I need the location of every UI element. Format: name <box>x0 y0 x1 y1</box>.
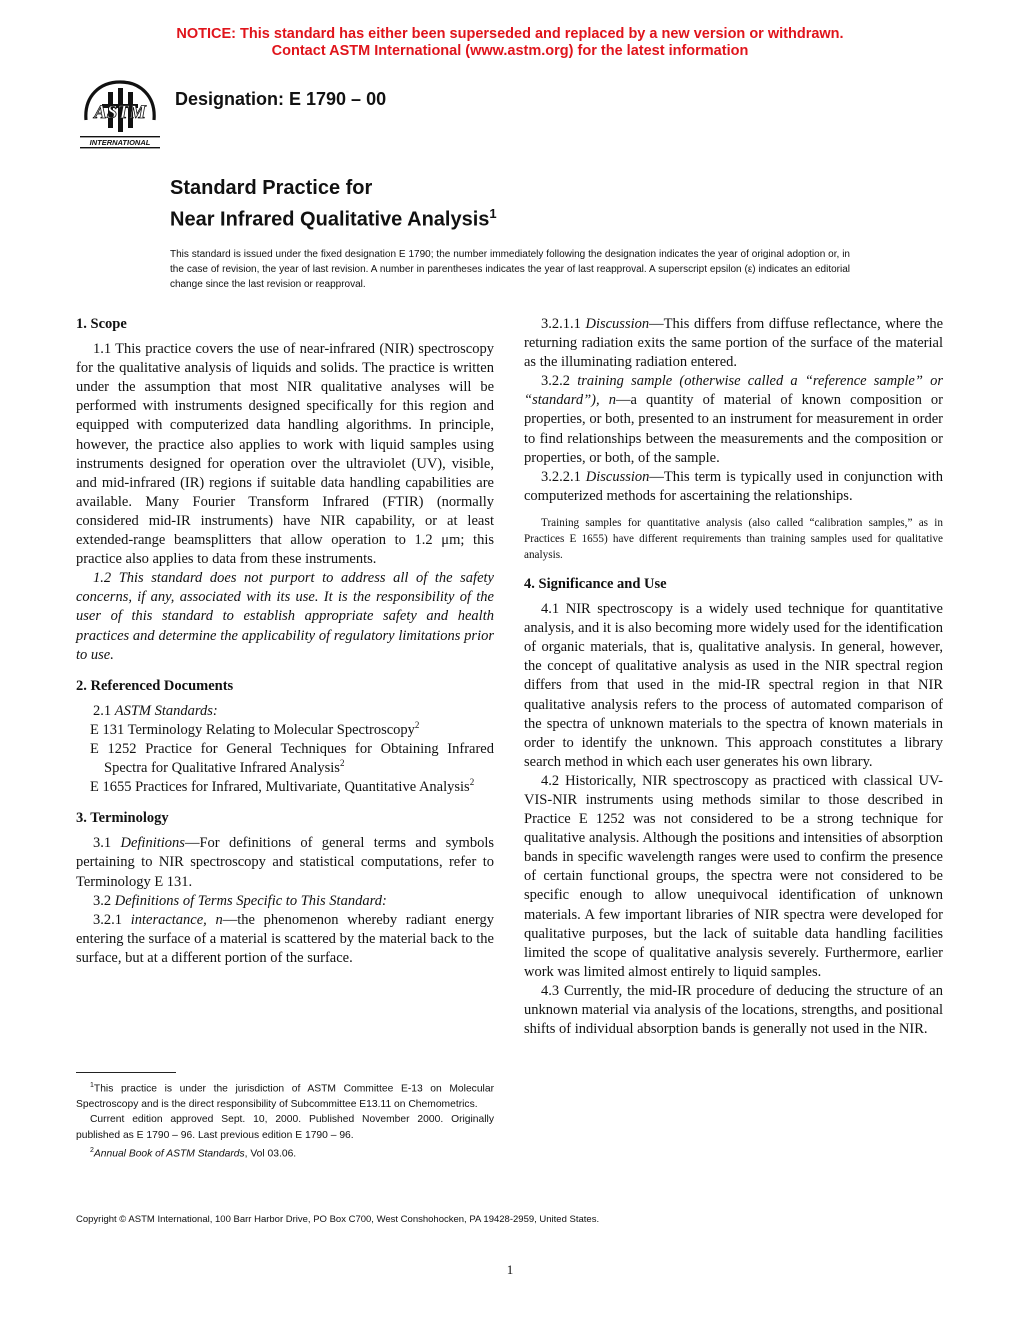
paragraph-3-2-2-1: 3.2.2.1 Discussion—This term is typically used in conjunction with computerized methods for ascertaining the relationships. <box>524 468 943 504</box>
notice-line-2: Contact ASTM International (www.astm.org) for the latest information <box>271 43 749 59</box>
notice-line-1: NOTICE: This standard has either been superseded and replaced by a new version or withdrawn. <box>176 26 844 42</box>
notice-banner <box>0 26 1020 60</box>
copyright-line: Copyright © ASTM International, 100 Barr Harbor Drive, PO Box C700, West Conshohocken, PA 19428-2959, United States. <box>76 1214 600 1225</box>
title-line-2: Near Infrared Qualitative Analysis$^1$ <box>170 206 497 231</box>
logo-mark-text: ASTM <box>94 102 146 123</box>
paragraph-2-1: 2.1 ASTM Standards: <box>93 702 218 719</box>
paragraph-4-1: 4.1 NIR spectroscopy is a widely used technique for quantitative analysis, and it is also becoming more widely used for the identification of organic materials, that is, qualitative analysis. In general, however, the concept of qualitative analysis as used in the NIR spectral region differs from that used in the mid-IR spectral region in that NIR qualitative analysis refers to the process of automated comparison of the spectra of unknown materials to the spectra of known materials in order to identify the unknown. This approach constitutes a library search method in which each user generates his own library. <box>524 601 943 770</box>
section-heading-scope: 1. Scope <box>76 316 127 332</box>
paragraph-1-2: 1.2 This standard does not purport to address all of the safety concerns, if any, associated with its use. It is the responsibility of the user of this standard to establish appropriate safety and health practices and determine the applicability of regulatory limitations prior to use. <box>76 570 494 663</box>
section-heading-significance: 4. Significance and Use <box>524 575 667 592</box>
footnotes <box>76 1078 494 1162</box>
title-line-1: Standard Practice for <box>170 177 373 199</box>
issuance-statement: This standard is issued under the fixed designation E 1790; the number immediately following the designation indicates the year of original adoption or, in the case of revision, the year of last revision. A number in parentheses indicates the year of last reapproval. A superscript epsilon (ε) indicates an editorial change since the last revision or reapproval. <box>170 249 850 290</box>
paragraph-3-2-2: 3.2.2 training sample (otherwise called a “reference sample” or “standard”), n—a quantity of material of known composition or properties, or both, presented to an instrument for measurement in order to find relationships between the measurements and the composition or properties, or both, of the sample. <box>524 373 944 466</box>
paragraph-1-1: 1.1 This practice covers the use of near-infrared (NIR) spectroscopy for the qualitative analysis of liquids and solids. The practice is written under the assumption that most NIR qualitative analyses will be performed with instruments designed specifically for this region and equipped with computerized data handling algorithms. In principle, however, the practice also applies to work with liquid samples using instruments designed for operation over the ultraviolet (UV), visible, and mid-infrared (IR) regions if suitable data handling capabilities are available. Many Fourier Transform Infrared (FTIR) (normally considered mid-IR instruments) have NIR capability, or at least extended-range beamsplitters that allow operation to 1.2 μm; this practice also applies to data from these instruments. <box>76 341 494 568</box>
paragraph-3-2-1-1: 3.2.1.1 Discussion—This differs from diffuse reflectance, where the returning radiation exits the same portion of the surface of the material as the illuminating radiation entered. <box>524 316 944 371</box>
reference-e1252: E 1252 Practice for General Techniques for Obtaining Infrared Spectra for Qualitative Infrared Analysis$^2$ <box>90 740 494 777</box>
footnote-2: $^2$Annual Book of ASTM Standards, Vol 03.06. <box>90 1147 297 1160</box>
footnote-1: $^1$This practice is under the jurisdiction of ASTM Committee E-13 on Molecular Spectroscopy and is the direct responsibility of Subcommittee E13.11 on Chemometrics. <box>76 1082 494 1110</box>
footnote-divider <box>76 1072 176 1073</box>
right-column <box>524 315 943 1039</box>
section-heading-terminology: 3. Terminology <box>76 810 169 827</box>
document-title <box>170 175 497 233</box>
left-column <box>76 315 494 968</box>
title-footnote-mark: 1 <box>489 206 497 221</box>
paragraph-3-2-1: 3.2.1 interactance, n—the phenomenon whereby radiant energy entering the surface of a material is scattered by the material back to the surface, but at a different portion of the surface. <box>76 911 495 966</box>
logo-subtitle: INTERNATIONAL <box>89 138 151 147</box>
astm-logo <box>78 74 162 150</box>
reference-e1655: E 1655 Practices for Infrared, Multivariate, Quantitative Analysis$^2$ <box>90 777 475 796</box>
footnote-1-continued: Current edition approved Sept. 10, 2000. Published November 2000. Originally published as E 1790 – 96. Last previous edition E 1790 – 96. <box>76 1114 494 1141</box>
paragraph-3-1: 3.1 Definitions—For definitions of general terms and symbols pertaining to NIR spectroscopy and statistical computations, refer to Terminology E 131. <box>76 835 494 890</box>
designation: Designation: E 1790 – 00 <box>175 89 387 109</box>
paragraph-4-3: 4.3 Currently, the mid-IR procedure of deducing the structure of an unknown material via analysis of the locations, strengths, and positional shifts of individual absorption bands is generally not used in the NIR. <box>524 982 943 1038</box>
page-number: 1 <box>506 1262 514 1277</box>
reference-e131: E 131 Terminology Relating to Molecular Spectroscopy$^2$ <box>90 720 420 738</box>
section-heading-referenced-documents: 2. Referenced Documents <box>76 677 234 694</box>
paragraph-4-2: 4.2 Historically, NIR spectroscopy as practiced with classical UV-VIS-NIR instruments using methods similar to those described in Practice E 1252 was not considered to be a strong technique for qualitative analysis. Although the positions and intensities of absorption bands in specific wavelength ranges were used to confirm the presence of certain functional groups, the spectra were not considered to be specific enough to allow unequivocal identification of unknown materials. A few important libraries of NIR spectra were developed for qualitative purposes, but the lack of suitable data handling facilities limited the scope of qualitative analysis severely. Furthermore, earlier work was limited almost entirely to liquid samples. <box>524 772 943 980</box>
paragraph-3-2: 3.2 Definitions of Terms Specific to This Standard: <box>93 892 387 909</box>
terminology-note: Training samples for quantitative analysis (also called “calibration samples,” as in Practices E 1655) have different requirements than training samples used for qualitative analysis. <box>524 516 943 561</box>
